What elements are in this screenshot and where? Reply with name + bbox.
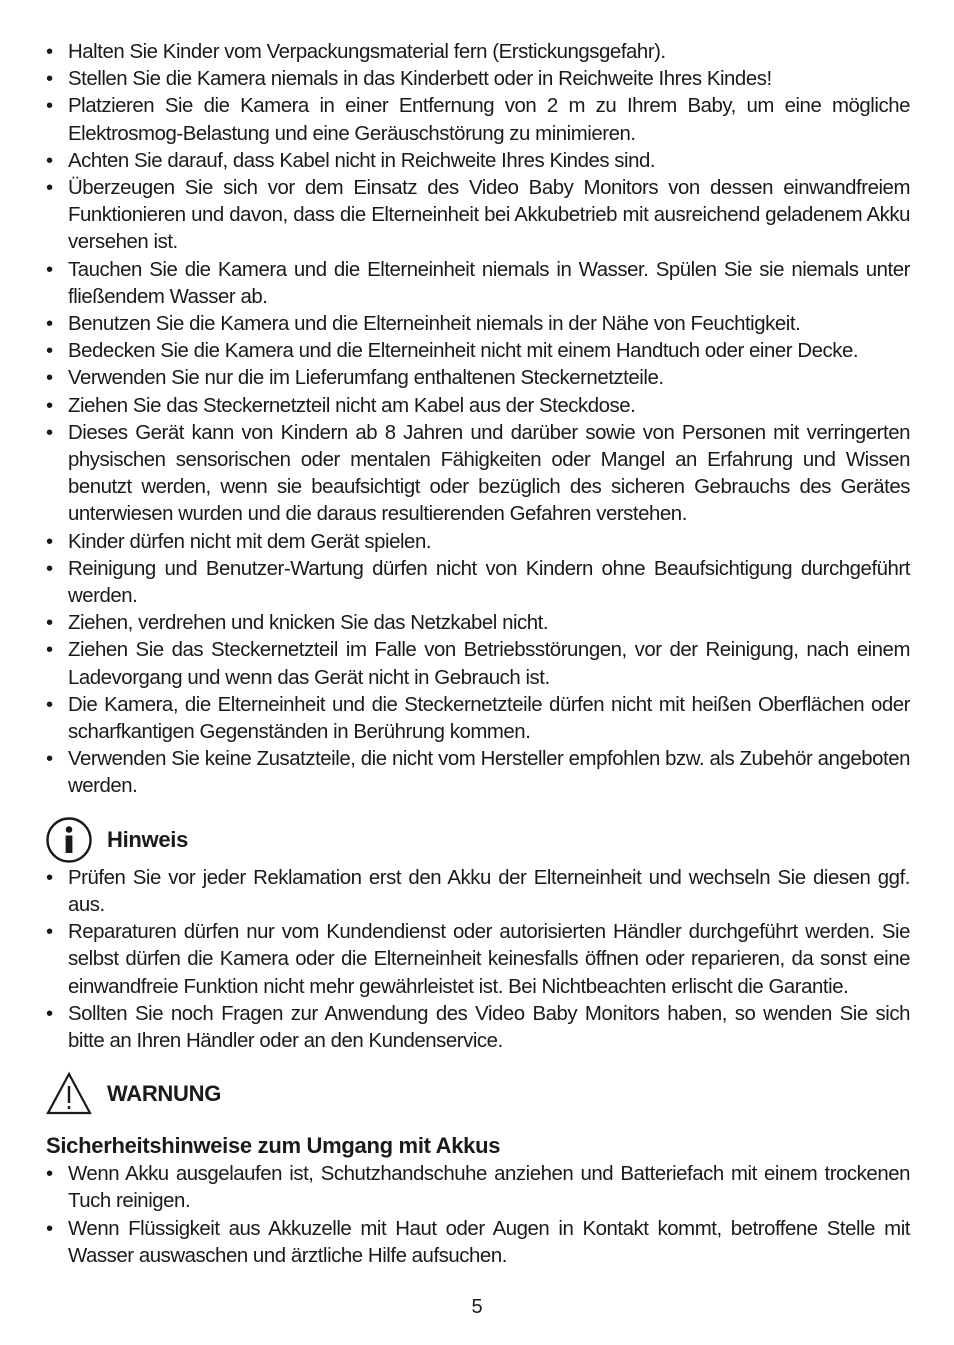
- warnung-list: [46, 1161, 910, 1270]
- list-item: • Prüfen Sie vor jeder Reklamation erst den Akku der Elterneinheit und wechseln Sie diesen ggf. aus.: [46, 865, 910, 919]
- hinweis-heading: [46, 815, 910, 865]
- list-item: • Halten Sie Kinder vom Verpackungsmaterial fern (Erstickungsgefahr).: [46, 39, 910, 66]
- list-item: • Kinder dürfen nicht mit dem Gerät spielen.: [46, 529, 910, 556]
- list-item: • Dieses Gerät kann von Kindern ab 8 Jahren und darüber sowie von Personen mit verringerten physischen sensorischen oder mentalen Fähigkeiten oder Mangel an Erfahrung und Wissen benutzt werden, wenn sie beaufsichtigt oder bezüglich des sicheren Gebrauchs des Gerätes unterwiesen wurden und die daraus resultierenden Gefahren verstehen.: [46, 420, 910, 529]
- warnung-heading: [46, 1069, 910, 1119]
- list-item: • Überzeugen Sie sich vor dem Einsatz des Video Baby Monitors von dessen einwandfreiem Funktionieren und davon, dass die Elterneinheit bei Akkubetrieb mit ausreichend geladenem Akku versehen ist.: [46, 175, 910, 257]
- hinweis-title: Hinweis: [107, 826, 189, 852]
- safety-list: [46, 39, 910, 801]
- list-item: • Wenn Akku ausgelaufen ist, Schutzhandschuhe anziehen und Batteriefach mit einem trockenen Tuch reinigen.: [46, 1161, 910, 1215]
- list-item: • Bedecken Sie die Kamera und die Elterneinheit nicht mit einem Handtuch oder einer Decke.: [46, 338, 910, 365]
- list-item: • Benutzen Sie die Kamera und die Elterneinheit niemals in der Nähe von Feuchtigkeit.: [46, 311, 910, 338]
- list-item: • Achten Sie darauf, dass Kabel nicht in Reichweite Ihres Kindes sind.: [46, 148, 910, 175]
- info-icon: [46, 817, 92, 863]
- section-heading: Sicherheitshinweise zum Umgang mit Akkus: [46, 1133, 501, 1159]
- document-page: [46, 39, 910, 1270]
- list-item: • Wenn Flüssigkeit aus Akkuzelle mit Haut oder Augen in Kontakt kommt, betroffene Stelle mit Wasser auswaschen und ärztliche Hilfe aufsuchen.: [46, 1216, 910, 1270]
- list-item: • Ziehen Sie das Steckernetzteil nicht am Kabel aus der Steckdose.: [46, 393, 910, 420]
- warning-triangle-icon: [46, 1071, 92, 1117]
- list-item: • Platzieren Sie die Kamera in einer Entfernung von 2 m zu Ihrem Baby, um eine mögliche Elektrosmog-Belastung und eine Geräuschstörung zu minimieren.: [46, 93, 910, 147]
- list-item: • Verwenden Sie keine Zusatzteile, die nicht vom Hersteller empfohlen bzw. als Zubehör angeboten werden.: [46, 746, 910, 800]
- list-item: • Tauchen Sie die Kamera und die Elterneinheit niemals in Wasser. Spülen Sie sie niemals unter fließendem Wasser ab.: [46, 257, 910, 311]
- list-item: • Verwenden Sie nur die im Lieferumfang enthaltenen Steckernetzteile.: [46, 365, 910, 392]
- list-item: • Ziehen Sie das Steckernetzteil im Falle von Betriebsstörungen, vor der Reinigung, nach einem Ladevorgang und wenn das Gerät nicht in Gebrauch ist.: [46, 637, 910, 691]
- page-number: 5: [471, 1296, 483, 1318]
- list-item: • Reinigung und Benutzer-Wartung dürfen nicht von Kindern ohne Beaufsichtigung durchgeführt werden.: [46, 556, 910, 610]
- hinweis-list: [46, 865, 910, 1055]
- list-item: • Sollten Sie noch Fragen zur Anwendung des Video Baby Monitors haben, so wenden Sie sich bitte an Ihren Händler oder an den Kundenservice.: [46, 1001, 910, 1055]
- list-item: • Reparaturen dürfen nur vom Kundendienst oder autorisierten Händler durchgeführt werden. Sie selbst dürfen die Kamera oder die Elterneinheit keinesfalls öffnen oder reparieren, da sonst eine einwandfreie Funktion nicht mehr gewährleistet ist. Bei Nichtbeachten erlischt die Garantie.: [46, 919, 910, 1001]
- warnung-title: WARNUNG: [107, 1081, 222, 1107]
- list-item: • Ziehen, verdrehen und knicken Sie das Netzkabel nicht.: [46, 610, 910, 637]
- list-item: • Stellen Sie die Kamera niemals in das Kinderbett oder in Reichweite Ihres Kindes!: [46, 66, 910, 93]
- list-item: • Die Kamera, die Elterneinheit und die Steckernetzteile dürfen nicht mit heißen Oberflächen oder scharfkantigen Gegenständen in Berührung kommen.: [46, 692, 910, 746]
